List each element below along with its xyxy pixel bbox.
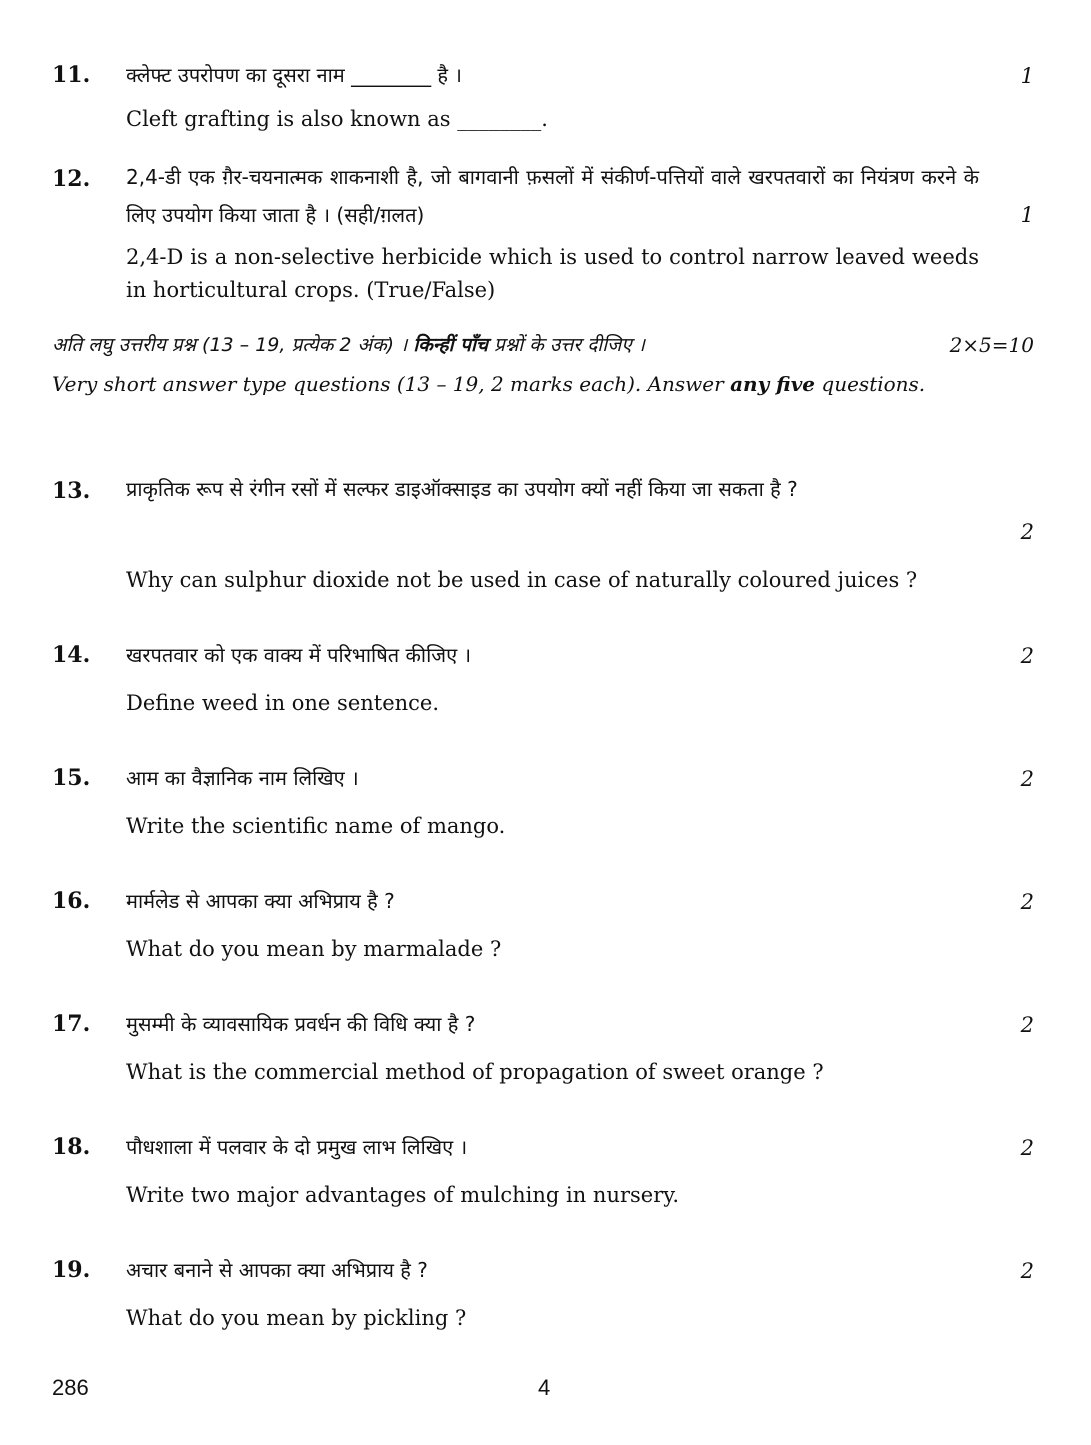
question-text-english: Write the scientific name of mango. <box>126 814 506 838</box>
question-text-english: 2,4-D is a non-selective herbicide which is used to control narrow leaved weeds in horticultural crops. (True/False) <box>126 245 979 302</box>
section-english-text-end: questions. <box>815 372 926 396</box>
section-hindi-emphasis: किन्हीं पाँच <box>413 334 488 356</box>
question-text-english: What is the commercial method of propagation of sweet orange ? <box>126 1060 824 1084</box>
section-english-text: Very short answer type questions (13 – 19, 2 marks each). Answer <box>52 372 731 396</box>
question-number: 11. <box>52 62 91 88</box>
question-number: 18. <box>52 1134 91 1160</box>
section-marks: 2×5=10 <box>949 333 1034 357</box>
section-instruction-hindi <box>52 331 645 357</box>
question-text-hindi: खरपतवार को एक वाक्य में परिभाषित कीजिए । <box>126 643 472 667</box>
question-text-hindi: मुसम्मी के व्यावसायिक प्रवर्धन की विधि क्या है ? <box>126 1012 476 1036</box>
question-text-hindi: मार्मलेड से आपका क्या अभिप्राय है ? <box>126 889 395 913</box>
question-number: 14. <box>52 642 91 668</box>
question-marks: 2 <box>1020 520 1034 544</box>
question-text-english: Write two major advantages of mulching in nursery. <box>126 1183 680 1207</box>
question-marks: 2 <box>1020 644 1034 668</box>
question-text-hindi: 2,4-डी एक ग़ैर-चयनात्मक शाकनाशी है, जो बागवानी फ़सलों में संकीर्ण-पत्तियों वाले खरपतवारों का नियंत्रण करने के लिए उपयोग किया जाता है । (सही/ग़लत) <box>126 165 979 227</box>
question-text-english: What do you mean by marmalade ? <box>126 937 502 961</box>
question-number: 17. <box>52 1011 91 1037</box>
question-marks: 1 <box>1020 203 1034 227</box>
question-marks: 2 <box>1020 1013 1034 1037</box>
question-text-english: What do you mean by pickling ? <box>126 1306 467 1330</box>
page-number: 4 <box>538 1375 551 1400</box>
section-hindi-text: अति लघु उत्तरीय प्रश्न (13 – 19, प्रत्येक 2 अंक) । <box>52 334 414 356</box>
question-number: 16. <box>52 888 91 914</box>
question-text-english: Define weed in one sentence. <box>126 691 440 715</box>
section-hindi-text-end: प्रश्नों के उत्तर दीजिए । <box>487 334 645 356</box>
question-number: 13. <box>52 478 91 504</box>
question-text-hindi: क्लेफ्ट उपरोपण का दूसरा नाम ________ है । <box>126 63 462 87</box>
question-text-english: Cleft grafting is also known as ________. <box>126 107 548 131</box>
question-marks: 2 <box>1020 1259 1034 1283</box>
question-number: 12. <box>52 166 91 192</box>
question-number: 19. <box>52 1257 91 1283</box>
question-number: 15. <box>52 765 91 791</box>
question-text-hindi: पौधशाला में पलवार के दो प्रमुख लाभ लिखिए । <box>126 1135 468 1159</box>
section-english-emphasis: any five <box>730 372 816 396</box>
question-marks: 2 <box>1020 1136 1034 1160</box>
question-marks: 1 <box>1020 64 1034 88</box>
question-text-hindi: आम का वैज्ञानिक नाम लिखिए । <box>126 766 359 790</box>
question-text-english: Why can sulphur dioxide not be used in case of naturally coloured juices ? <box>126 568 918 592</box>
paper-code: 286 <box>52 1375 89 1400</box>
question-marks: 2 <box>1020 890 1034 914</box>
question-text-hindi: अचार बनाने से आपका क्या अभिप्राय है ? <box>126 1258 428 1282</box>
question-text-hindi: प्राकृतिक रूप से रंगीन रसों में सल्फर डाइऑक्साइड का उपयोग क्यों नहीं किया जा सकता है ? <box>126 477 798 501</box>
section-instruction-english <box>52 367 979 401</box>
question-marks: 2 <box>1020 767 1034 791</box>
